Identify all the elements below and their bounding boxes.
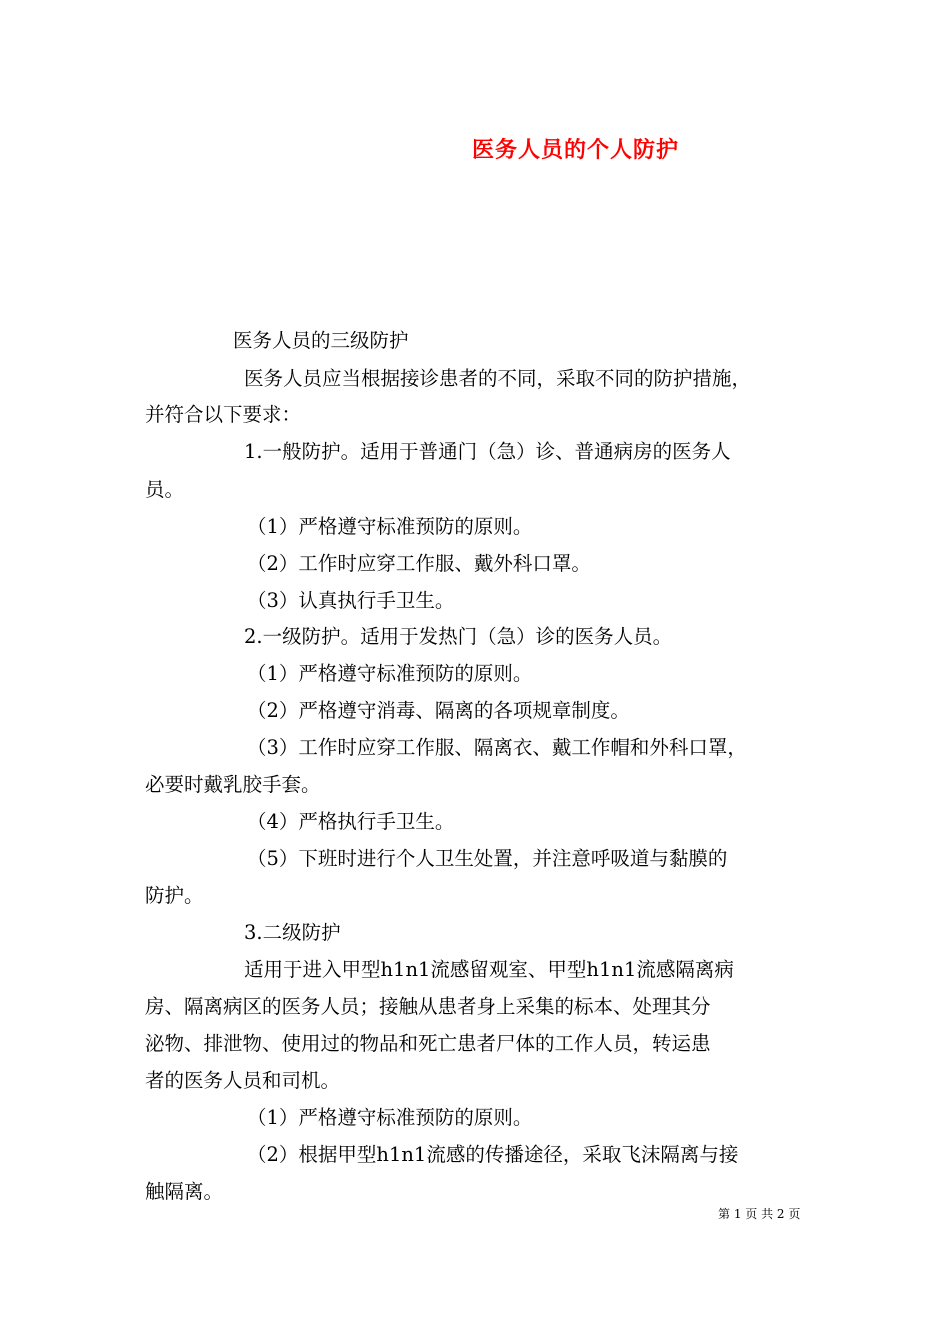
paragraph-line: 必要时戴乳胶手套。 [145,773,321,796]
paragraph-line: 员。 [145,478,185,501]
paragraph-line: 触隔离。 [145,1180,224,1203]
paragraph-line: 1.一般防护。适用于普通门（急）诊、普通病房的医务人 [244,440,731,463]
paragraph-line: 防护。 [145,884,204,907]
paragraph-line: 泌物、排泄物、使用过的物品和死亡患者尸体的工作人员，转运患 [145,1032,711,1055]
document-title: 医务人员的个人防护 [472,138,680,163]
paragraph-line: 者的医务人员和司机。 [145,1069,341,1092]
paragraph-line: 医务人员的三级防护 [233,329,409,352]
paragraph-line: 医务人员应当根据接诊患者的不同，采取不同的防护措施， [244,367,752,390]
page-footer: 第 1 页 共 2 页 [718,1207,801,1221]
paragraph-line: 适用于进入甲型h1n1流感留观室、甲型h1n1流感隔离病 [244,958,734,981]
paragraph-line: （3）认真执行手卫生。 [247,589,455,612]
paragraph-line: （1）严格遵守标准预防的原则。 [247,1106,533,1129]
paragraph-line: 并符合以下要求： [145,403,302,426]
paragraph-line: （2）工作时应穿工作服、戴外科口罩。 [247,552,591,575]
paragraph-line: （2）根据甲型h1n1流感的传播途径，采取飞沫隔离与接 [247,1143,739,1166]
paragraph-line: （1）严格遵守标准预防的原则。 [247,662,533,685]
paragraph-line: 2.一级防护。适用于发热门（急）诊的医务人员。 [244,625,673,648]
paragraph-line: （3）工作时应穿工作服、隔离衣、戴工作帽和外科口罩， [247,736,747,759]
paragraph-line: 3.二级防护 [244,921,341,944]
paragraph-line: （1）严格遵守标准预防的原则。 [247,515,533,538]
paragraph-line: （5）下班时进行个人卫生处置，并注意呼吸道与黏膜的 [247,847,728,870]
paragraph-line: （2）严格遵守消毒、隔离的各项规章制度。 [247,699,630,722]
paragraph-line: 房、隔离病区的医务人员；接触从患者身上采集的标本、处理其分 [145,995,711,1018]
paragraph-line: （4）严格执行手卫生。 [247,810,455,833]
